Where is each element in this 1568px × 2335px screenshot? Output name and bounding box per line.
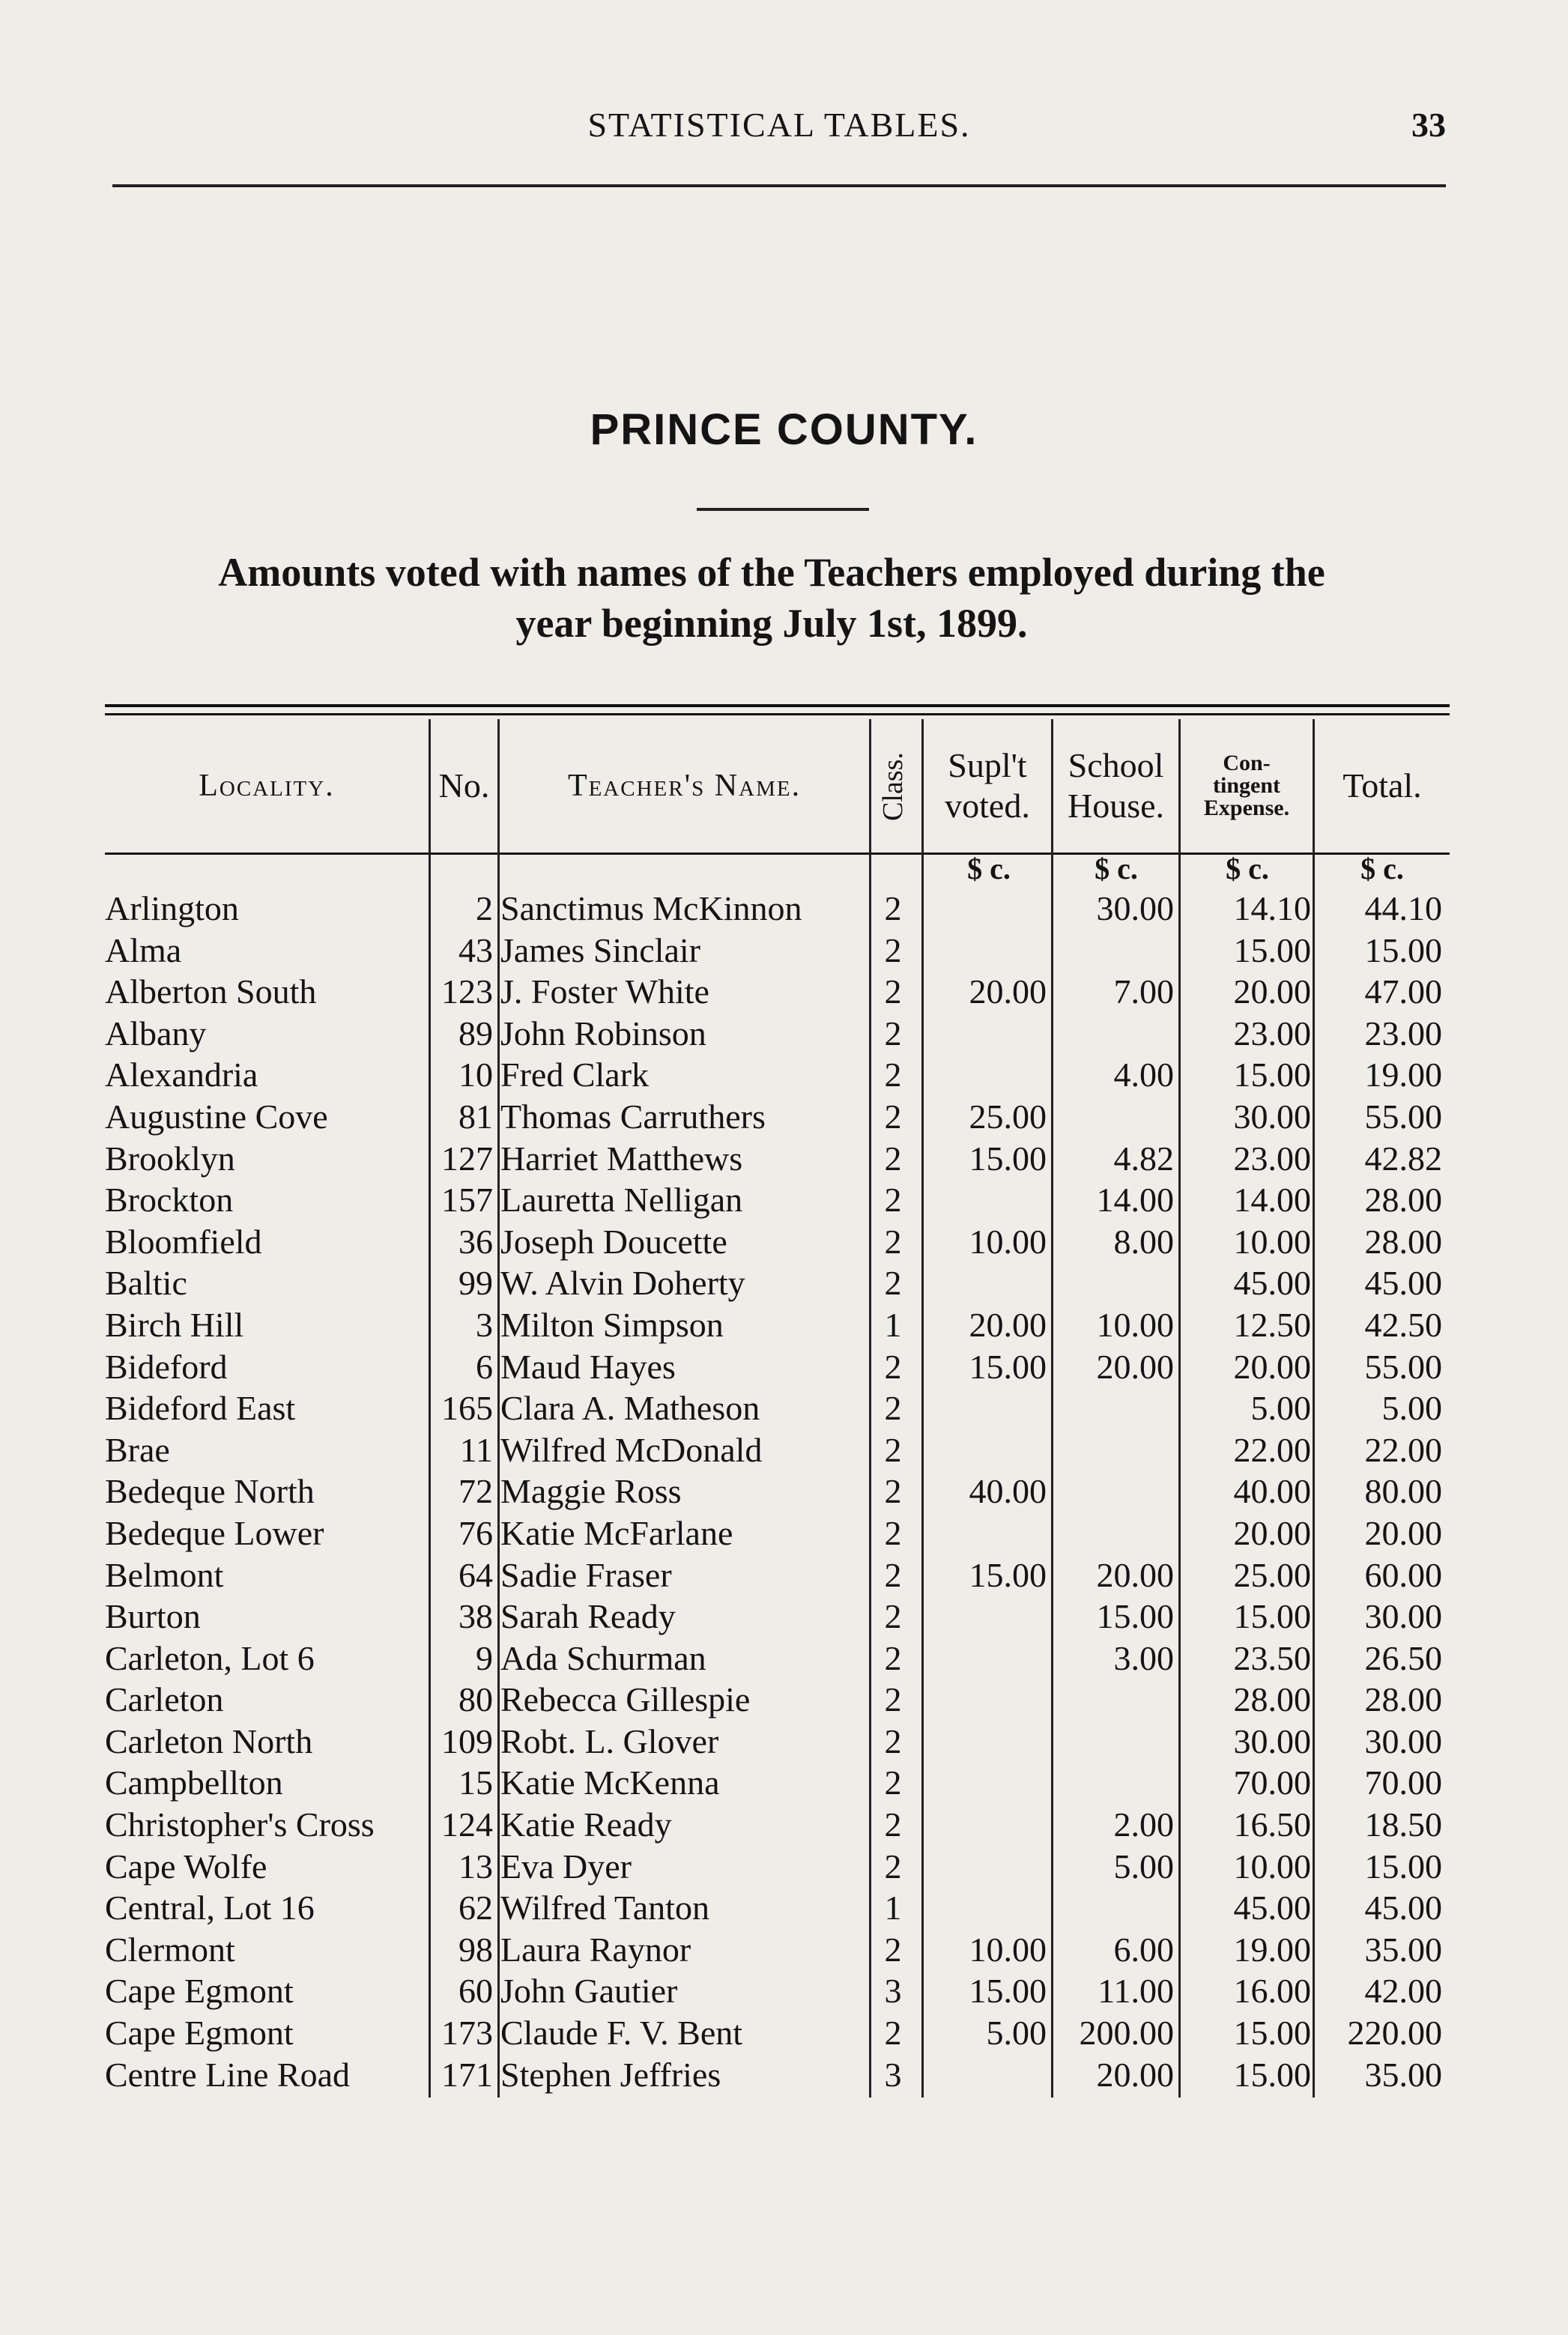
class-cell: 2: [884, 1389, 902, 1428]
teacher-name-cell: James Sinclair: [500, 930, 700, 969]
class-cell: 2: [884, 930, 902, 969]
table-row: [105, 1304, 1450, 1346]
school-number-cell: 38: [458, 1597, 493, 1636]
header-no: [431, 719, 497, 852]
teacher-name-cell: Katie McKenna: [500, 1763, 720, 1802]
contingent-expense-cell: 22.00: [1233, 1430, 1311, 1469]
total-cell: 22.00: [1364, 1430, 1442, 1469]
table-row: [105, 930, 1450, 972]
teacher-name-cell: Stephen Jeffries: [500, 2055, 721, 2094]
total-cell: 55.00: [1364, 1097, 1442, 1136]
total-cell: 28.00: [1364, 1181, 1442, 1220]
school-number-cell: 123: [441, 972, 493, 1011]
locality-cell: Carleton North: [105, 1721, 313, 1760]
teacher-name-cell: Wilfred McDonald: [500, 1430, 763, 1469]
teacher-name-cell: John Robinson: [500, 1014, 706, 1053]
contingent-expense-cell: 15.00: [1233, 1597, 1311, 1636]
class-cell: 2: [884, 1721, 902, 1760]
class-cell: 2: [884, 1264, 902, 1303]
total-cell: 35.00: [1364, 2055, 1442, 2094]
table-row: [105, 1887, 1450, 1929]
class-cell: 2: [884, 1222, 902, 1261]
subtitle: [97, 547, 1446, 649]
table-row: [105, 1013, 1450, 1055]
header-total-text: Total.: [1343, 766, 1422, 805]
locality-cell: Bideford: [105, 1347, 228, 1386]
contingent-expense-cell: 70.00: [1233, 1763, 1311, 1802]
school-house-cell: 15.00: [1096, 1597, 1174, 1636]
class-cell: 2: [884, 1056, 902, 1094]
table-row: [105, 1804, 1450, 1846]
class-cell: 2: [884, 1847, 902, 1886]
contingent-expense-cell: 14.10: [1233, 889, 1311, 927]
locality-cell: Alberton South: [105, 972, 317, 1011]
school-number-cell: 81: [458, 1097, 493, 1136]
teacher-name-cell: Thomas Carruthers: [500, 1097, 766, 1136]
locality-cell: Alma: [105, 930, 182, 969]
table-row: [105, 1179, 1450, 1221]
class-cell: 2: [884, 1472, 902, 1511]
locality-cell: Augustine Cove: [105, 1097, 328, 1136]
units-suplt: $ c.: [967, 852, 1011, 885]
school-house-cell: 10.00: [1096, 1305, 1174, 1344]
county-title: PRINCE COUNTY.: [590, 405, 978, 454]
school-house-cell: 4.00: [1113, 1056, 1174, 1094]
table-row: [105, 1638, 1450, 1680]
contingent-expense-cell: 19.00: [1233, 1930, 1311, 1969]
suplt-voted-cell: 25.00: [969, 1097, 1047, 1136]
class-cell: 2: [884, 1805, 902, 1844]
locality-cell: Bedeque Lower: [105, 1513, 324, 1552]
total-cell: 23.00: [1364, 1014, 1442, 1053]
table-row: [105, 971, 1450, 1013]
header-cont-line3: Expense.: [1203, 796, 1290, 820]
locality-cell: Bideford East: [105, 1389, 296, 1428]
contingent-expense-cell: 20.00: [1233, 1513, 1311, 1552]
running-head: [112, 105, 1446, 157]
school-number-cell: 99: [458, 1264, 493, 1303]
suplt-voted-cell: 20.00: [969, 1305, 1047, 1344]
school-number-cell: 157: [441, 1181, 493, 1220]
locality-cell: Baltic: [105, 1264, 187, 1303]
contingent-expense-cell: 23.50: [1233, 1638, 1311, 1677]
locality-cell: Clermont: [105, 1930, 235, 1969]
teacher-name-cell: Laura Raynor: [500, 1930, 691, 1969]
school-number-cell: 109: [441, 1721, 493, 1760]
class-cell: 2: [884, 1763, 902, 1802]
class-cell: 2: [884, 1930, 902, 1969]
total-cell: 55.00: [1364, 1347, 1442, 1386]
suplt-voted-cell: 5.00: [986, 2014, 1047, 2053]
teacher-name-cell: Milton Simpson: [500, 1305, 724, 1344]
teacher-name-cell: Robt. L. Glover: [500, 1721, 719, 1760]
total-cell: 28.00: [1364, 1680, 1442, 1719]
teacher-name-cell: Maud Hayes: [500, 1347, 676, 1386]
locality-cell: Brooklyn: [105, 1139, 235, 1178]
locality-cell: Carleton, Lot 6: [105, 1638, 315, 1677]
total-cell: 42.00: [1364, 1972, 1442, 2011]
header-school-line1: School: [1068, 746, 1164, 784]
class-cell: 1: [884, 1305, 902, 1344]
table-row: [105, 1846, 1450, 1888]
total-cell: 19.00: [1364, 1056, 1442, 1094]
contingent-expense-cell: 15.00: [1233, 2014, 1311, 2053]
class-cell: 2: [884, 1014, 902, 1053]
contingent-expense-cell: 15.00: [1233, 1056, 1311, 1094]
table-row: [105, 1471, 1450, 1512]
contingent-expense-cell: 16.00: [1233, 1972, 1311, 2011]
school-number-cell: 80: [458, 1680, 493, 1719]
contingent-expense-cell: 12.50: [1233, 1305, 1311, 1344]
locality-cell: Cape Wolfe: [105, 1847, 267, 1886]
class-cell: 2: [884, 2014, 902, 2053]
total-cell: 30.00: [1364, 1597, 1442, 1636]
table-row: [105, 2054, 1450, 2096]
total-cell: 15.00: [1364, 930, 1442, 969]
table-row: [105, 1679, 1450, 1721]
total-cell: 42.50: [1364, 1305, 1442, 1344]
suplt-voted-cell: 15.00: [969, 1555, 1047, 1594]
teacher-name-cell: J. Foster White: [500, 972, 709, 1011]
total-cell: 45.00: [1364, 1264, 1442, 1303]
class-cell: 2: [884, 889, 902, 927]
units-total: $ c.: [1360, 852, 1404, 885]
table-row: [105, 1512, 1450, 1554]
header-suplt-line2: voted.: [945, 787, 1030, 825]
teacher-name-cell: Claude F. V. Bent: [500, 2014, 743, 2053]
school-number-cell: 127: [441, 1139, 493, 1178]
table-row: [105, 1096, 1450, 1138]
class-cell: 2: [884, 1097, 902, 1136]
units-school: $ c.: [1095, 852, 1138, 885]
header-contingent: [1181, 719, 1313, 852]
school-house-cell: 200.00: [1079, 2014, 1174, 2053]
school-number-cell: 10: [458, 1056, 493, 1094]
locality-cell: Cape Egmont: [105, 1972, 294, 2011]
teacher-name-cell: Sanctimus McKinnon: [500, 889, 802, 927]
locality-cell: Central, Lot 16: [105, 1889, 315, 1927]
teacher-name-cell: Ada Schurman: [500, 1638, 706, 1677]
locality-cell: Carleton: [105, 1680, 224, 1719]
locality-cell: Brockton: [105, 1181, 234, 1220]
teacher-name-cell: Rebecca Gillespie: [500, 1680, 751, 1719]
header-class-text: Class.: [877, 752, 909, 821]
header-suplt-line1: Supl't: [948, 746, 1027, 784]
school-house-cell: 20.00: [1096, 1555, 1174, 1594]
class-cell: 2: [884, 1430, 902, 1469]
class-cell: 1: [884, 1889, 902, 1927]
teacher-name-cell: Clara A. Matheson: [500, 1389, 760, 1428]
contingent-expense-cell: 28.00: [1233, 1680, 1311, 1719]
class-cell: 2: [884, 1181, 902, 1220]
total-cell: 28.00: [1364, 1222, 1442, 1261]
contingent-expense-cell: 20.00: [1233, 1347, 1311, 1386]
class-cell: 2: [884, 1597, 902, 1636]
school-house-cell: 20.00: [1096, 1347, 1174, 1386]
title-rule: [697, 508, 869, 511]
contingent-expense-cell: 25.00: [1233, 1555, 1311, 1594]
table-row: [105, 1346, 1450, 1388]
total-cell: 15.00: [1364, 1847, 1442, 1886]
table-row: [105, 1554, 1450, 1596]
locality-cell: Burton: [105, 1597, 201, 1636]
contingent-expense-cell: 15.00: [1233, 2055, 1311, 2094]
table-top-rule: [105, 704, 1450, 707]
running-title: STATISTICAL TABLES.: [587, 106, 971, 144]
school-number-cell: 9: [476, 1638, 493, 1677]
total-cell: 70.00: [1364, 1763, 1442, 1802]
header-teacher-text: Teacher's Name.: [567, 769, 802, 803]
header-rule: [112, 184, 1446, 187]
school-number-cell: 2: [476, 889, 493, 927]
school-number-cell: 76: [458, 1513, 493, 1552]
contingent-expense-cell: 10.00: [1233, 1222, 1311, 1261]
locality-cell: Birch Hill: [105, 1305, 244, 1344]
class-cell: 3: [884, 1972, 902, 2011]
class-cell: 3: [884, 2055, 902, 2094]
total-cell: 18.50: [1364, 1805, 1442, 1844]
school-number-cell: 98: [458, 1930, 493, 1969]
school-number-cell: 43: [458, 930, 493, 969]
class-cell: 2: [884, 1347, 902, 1386]
table-row: [105, 1387, 1450, 1429]
locality-cell: Belmont: [105, 1555, 224, 1594]
locality-cell: Cape Egmont: [105, 2014, 294, 2053]
header-suplt: [924, 719, 1051, 852]
table-row: [105, 1929, 1450, 1971]
table-row: [105, 1970, 1450, 2012]
school-house-cell: 11.00: [1098, 1972, 1174, 2011]
school-number-cell: 36: [458, 1222, 493, 1261]
table-row: [105, 888, 1450, 930]
total-cell: 20.00: [1364, 1513, 1442, 1552]
suplt-voted-cell: 15.00: [969, 1347, 1047, 1386]
school-number-cell: 11: [459, 1430, 493, 1469]
locality-cell: Centre Line Road: [105, 2055, 351, 2094]
contingent-expense-cell: 40.00: [1233, 1472, 1311, 1511]
contingent-expense-cell: 30.00: [1233, 1721, 1311, 1760]
total-cell: 80.00: [1364, 1472, 1442, 1511]
subtitle-line-2: year beginning July 1st, 1899.: [515, 601, 1028, 646]
school-house-cell: 4.82: [1113, 1139, 1174, 1178]
contingent-expense-cell: 45.00: [1233, 1889, 1311, 1927]
table-row: [105, 1721, 1450, 1763]
total-cell: 47.00: [1364, 972, 1442, 1011]
header-school-line2: House.: [1067, 787, 1165, 825]
class-cell: 2: [884, 1513, 902, 1552]
school-number-cell: 6: [476, 1347, 493, 1386]
locality-cell: Campbellton: [105, 1763, 283, 1802]
class-cell: 2: [884, 972, 902, 1011]
header-cont-line1: Con-: [1223, 751, 1271, 775]
total-cell: 5.00: [1381, 1389, 1442, 1428]
contingent-expense-cell: 5.00: [1250, 1389, 1311, 1428]
teacher-name-cell: Fred Clark: [500, 1056, 650, 1094]
header-locality: [105, 719, 429, 852]
contingent-expense-cell: 14.00: [1233, 1181, 1311, 1220]
school-number-cell: 64: [458, 1555, 493, 1594]
suplt-voted-cell: 40.00: [969, 1472, 1047, 1511]
table-row: [105, 1054, 1450, 1096]
header-school: [1053, 719, 1178, 852]
teacher-name-cell: Joseph Doucette: [500, 1222, 727, 1261]
total-cell: 44.10: [1364, 889, 1442, 927]
total-cell: 45.00: [1364, 1889, 1442, 1927]
page-number: 33: [1411, 106, 1446, 144]
locality-cell: Brae: [105, 1430, 170, 1469]
header-total: [1315, 719, 1450, 852]
teacher-name-cell: Katie McFarlane: [500, 1513, 733, 1552]
locality-cell: Bloomfield: [105, 1222, 262, 1261]
header-no-text: No.: [438, 766, 490, 805]
contingent-expense-cell: 23.00: [1233, 1014, 1311, 1053]
teacher-name-cell: Sadie Fraser: [500, 1555, 672, 1594]
school-house-cell: 3.00: [1113, 1638, 1174, 1677]
school-number-cell: 15: [458, 1763, 493, 1802]
header-locality-text: Locality.: [199, 769, 335, 803]
suplt-voted-cell: 10.00: [969, 1930, 1047, 1969]
school-number-cell: 89: [458, 1014, 493, 1053]
header-class: [871, 734, 915, 839]
table-row: [105, 1596, 1450, 1638]
total-cell: 42.82: [1364, 1139, 1442, 1178]
class-cell: 2: [884, 1555, 902, 1594]
school-number-cell: 124: [441, 1805, 493, 1844]
teacher-name-cell: W. Alvin Doherty: [500, 1264, 745, 1303]
locality-cell: Arlington: [105, 889, 239, 927]
locality-cell: Alexandria: [105, 1056, 258, 1094]
teachers-table: [105, 704, 1450, 2098]
school-number-cell: 13: [458, 1847, 493, 1886]
suplt-voted-cell: 15.00: [969, 1972, 1047, 2011]
school-house-cell: 8.00: [1113, 1222, 1174, 1261]
table-top-rule-inner: [105, 713, 1450, 715]
suplt-voted-cell: 20.00: [969, 972, 1047, 1011]
table-row: [105, 1429, 1450, 1471]
school-house-cell: 6.00: [1113, 1930, 1174, 1969]
contingent-expense-cell: 10.00: [1233, 1847, 1311, 1886]
school-house-cell: 5.00: [1113, 1847, 1174, 1886]
school-number-cell: 62: [458, 1889, 493, 1927]
teacher-name-cell: Maggie Ross: [500, 1472, 682, 1511]
teacher-name-cell: Katie Ready: [500, 1805, 672, 1844]
suplt-voted-cell: 15.00: [969, 1139, 1047, 1178]
school-number-cell: 72: [458, 1472, 493, 1511]
teacher-name-cell: Lauretta Nelligan: [500, 1181, 743, 1220]
table-body: [105, 888, 1450, 2095]
school-number-cell: 165: [441, 1389, 493, 1428]
teacher-name-cell: Harriet Matthews: [500, 1139, 743, 1178]
table-row: [105, 1762, 1450, 1804]
class-cell: 2: [884, 1139, 902, 1178]
locality-cell: Albany: [105, 1014, 207, 1053]
total-cell: 26.50: [1364, 1638, 1442, 1677]
school-number-cell: 3: [476, 1305, 493, 1344]
class-cell: 2: [884, 1680, 902, 1719]
teacher-name-cell: Sarah Ready: [500, 1597, 676, 1636]
table-row: [105, 1138, 1450, 1180]
teacher-name-cell: John Gautier: [500, 1972, 678, 2011]
table-row: [105, 1262, 1450, 1304]
table-row: [105, 1221, 1450, 1263]
total-cell: 220.00: [1347, 2014, 1442, 2053]
units-contingent: $ c.: [1226, 852, 1269, 885]
school-number-cell: 60: [458, 1972, 493, 2011]
school-house-cell: 20.00: [1096, 2055, 1174, 2094]
subtitle-line-1: Amounts voted with names of the Teachers employed during the: [218, 550, 1325, 595]
contingent-expense-cell: 16.50: [1233, 1805, 1311, 1844]
school-number-cell: 173: [441, 2014, 493, 2053]
school-number-cell: 171: [441, 2055, 493, 2094]
header-teacher: [500, 719, 869, 852]
contingent-expense-cell: 23.00: [1233, 1139, 1311, 1178]
teacher-name-cell: Wilfred Tanton: [500, 1889, 709, 1927]
contingent-expense-cell: 20.00: [1233, 972, 1311, 1011]
contingent-expense-cell: 30.00: [1233, 1097, 1311, 1136]
total-cell: 30.00: [1364, 1721, 1442, 1760]
school-house-cell: 30.00: [1096, 889, 1174, 927]
suplt-voted-cell: 10.00: [969, 1222, 1047, 1261]
teacher-name-cell: Eva Dyer: [500, 1847, 632, 1886]
header-cont-line2: tingent: [1213, 773, 1280, 798]
school-house-cell: 14.00: [1096, 1181, 1174, 1220]
school-house-cell: 2.00: [1113, 1805, 1174, 1844]
total-cell: 60.00: [1364, 1555, 1442, 1594]
table-row: [105, 2012, 1450, 2054]
class-cell: 2: [884, 1638, 902, 1677]
contingent-expense-cell: 15.00: [1233, 930, 1311, 969]
contingent-expense-cell: 45.00: [1233, 1264, 1311, 1303]
locality-cell: Christopher's Cross: [105, 1805, 375, 1844]
total-cell: 35.00: [1364, 1930, 1442, 1969]
locality-cell: Bedeque North: [105, 1472, 315, 1511]
school-house-cell: 7.00: [1113, 972, 1174, 1011]
